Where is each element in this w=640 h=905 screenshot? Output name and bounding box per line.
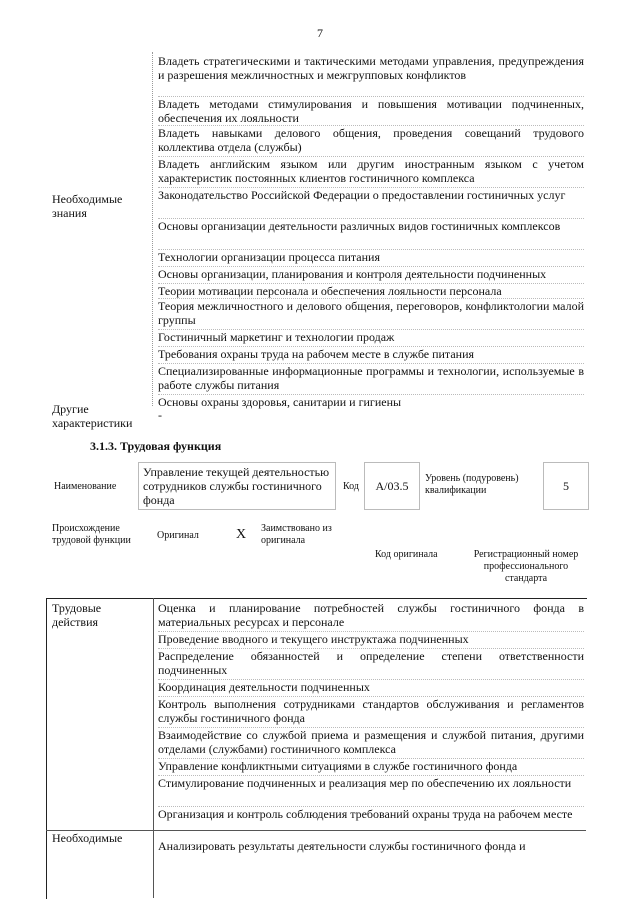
code-box bbox=[364, 462, 420, 510]
upper-table-rows bbox=[158, 54, 584, 411]
actions-rows bbox=[158, 601, 584, 855]
knowledge-row: Основы охраны здоровья, санитарии и гигиены bbox=[158, 395, 402, 409]
borrowed-label: Заимствовано из оригинала bbox=[261, 523, 332, 546]
function-name-box bbox=[138, 462, 336, 510]
other-characteristics-value: - bbox=[158, 408, 162, 422]
skill-row: Владеть навыками делового общения, проведения совещаний трудового коллектива отдела (службы) bbox=[158, 126, 584, 157]
original-label: Оригинал bbox=[157, 530, 199, 541]
action-row: Контроль выполнения сотрудниками стандартов обслуживания и регламентов службы гостиничного фонда bbox=[158, 697, 584, 728]
knowledge-row: Технологии организации процесса питания bbox=[158, 250, 584, 267]
name-label: Наименование bbox=[54, 481, 117, 492]
knowledge-row: Основы организации, планирования и контроля деятельности подчиненных bbox=[158, 267, 584, 284]
knowledge-row: Теория межличностного и делового общения, переговоров, конфликтологии малой группы bbox=[158, 299, 584, 330]
upper-table-divider bbox=[152, 52, 153, 406]
knowledge-row: Требования охраны труда на рабочем месте в службе питания bbox=[158, 347, 584, 364]
action-row: Распределение обязанностей и определение степени ответственности подчиненных bbox=[158, 649, 584, 680]
section-title: 3.1.3. Трудовая функция bbox=[90, 439, 222, 453]
action-row: Организация и контроль соблюдения требований охраны труда на рабочем месте bbox=[158, 807, 573, 821]
knowledge-row: Специализированные информационные программы и технологии, используемые в работе службы питания bbox=[158, 364, 584, 395]
knowledge-label: Необходимые знания bbox=[52, 192, 123, 220]
skill-row: Владеть английским языком или другим иностранным языком с учетом характеристик постоянных клиентов гостиничного комплекса bbox=[158, 157, 584, 188]
action-row: Оценка и планирование потребностей службы гостиничного фонда в материальных ресурсах и персонале bbox=[158, 601, 584, 632]
function-name-value: Управление текущей деятельностью сотрудников службы гостиничного фонда bbox=[143, 465, 330, 507]
skills-label: Необходимые bbox=[52, 831, 123, 845]
knowledge-row: Теории мотивации персонала и обеспечения лояльности персонала bbox=[158, 284, 584, 299]
other-characteristics-label: Другие характеристики bbox=[52, 402, 133, 430]
page-number: 7 bbox=[317, 26, 323, 40]
action-row: Координация деятельности подчиненных bbox=[158, 680, 584, 697]
knowledge-row: Законодательство Российской Федерации о предоставлении гостиничных услуг bbox=[158, 188, 584, 219]
origin-label: Происхождение трудовой функции bbox=[52, 523, 131, 546]
actions-label: Трудовые действия bbox=[52, 601, 102, 629]
action-row: Стимулирование подчиненных и реализация мер по обеспечению их лояльности bbox=[158, 776, 584, 807]
actions-table-divider bbox=[153, 598, 154, 898]
level-label: Уровень (подуровень) квалификации bbox=[425, 473, 519, 496]
skill-row: Владеть методами стимулирования и повышения мотивации подчиненных, обеспечения их лояльности bbox=[158, 97, 584, 125]
level-box bbox=[543, 462, 589, 510]
level-value: 5 bbox=[563, 479, 569, 493]
code-value: A/03.5 bbox=[375, 479, 409, 493]
code-label: Код bbox=[343, 481, 359, 492]
action-row: Проведение вводного и текущего инструктажа подчиненных bbox=[158, 632, 584, 649]
origin-code-label: Код оригинала bbox=[375, 549, 438, 560]
knowledge-row: Основы организации деятельности различных видов гостиничных комплексов bbox=[158, 219, 584, 250]
knowledge-row: Гостиничный маркетинг и технологии продаж bbox=[158, 330, 584, 347]
skill-row: Анализировать результаты деятельности службы гостиничного фонда и bbox=[158, 839, 526, 853]
action-row: Взаимодействие со службой приема и размещения и службой питания, другими отделами (службами) гостиничного комплекса bbox=[158, 728, 584, 759]
action-row: Управление конфликтными ситуациями в службе гостиничного фонда bbox=[158, 759, 584, 776]
skill-row: Владеть стратегическими и тактическими методами управления, предупреждения и разрешения межличностных и межгрупповых конфликтов bbox=[158, 54, 584, 97]
registration-number-label: Регистрационный номер профессионального стандарта bbox=[473, 549, 579, 584]
original-mark: X bbox=[236, 527, 247, 542]
